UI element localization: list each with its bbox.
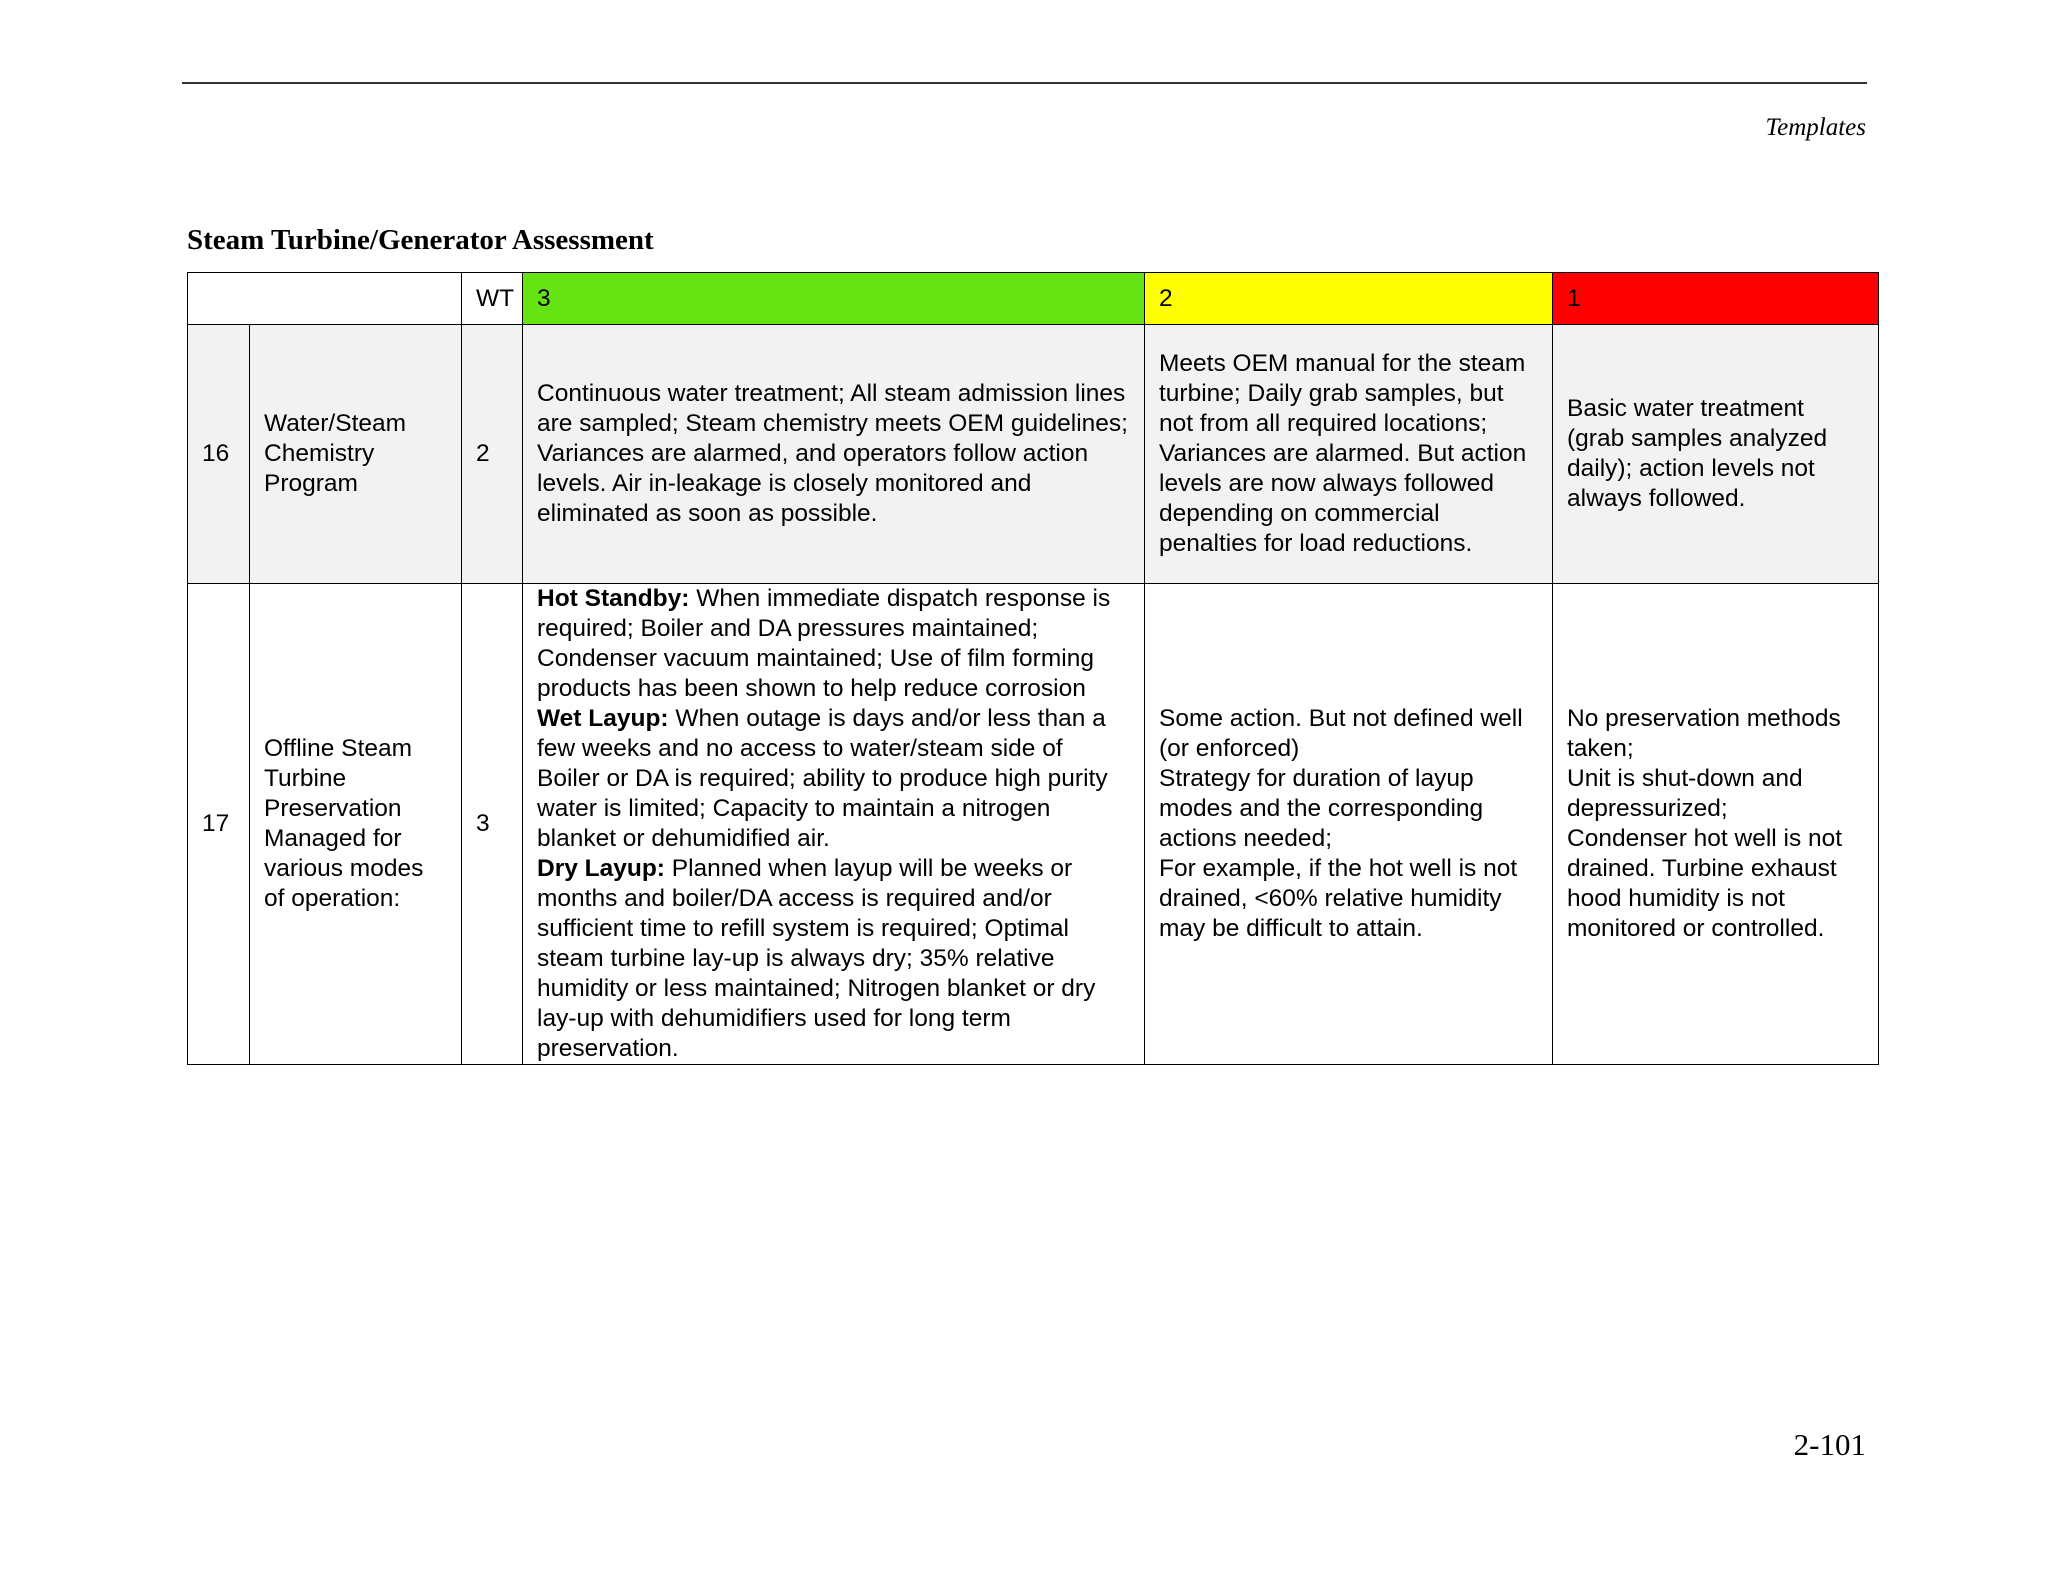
- score-1-line: No preservation methods taken;: [1567, 705, 1841, 762]
- row-score-1: Basic water treatment (grab samples analyzed daily); action levels not always followed.: [1553, 325, 1879, 584]
- score-2-line: For example, if the hot well is not drained, <60% relative humidity may be difficult to attain.: [1159, 855, 1518, 942]
- header-score-1: 1: [1553, 273, 1879, 325]
- row-weight: 3: [462, 584, 523, 1065]
- page-title: Steam Turbine/Generator Assessment: [187, 224, 654, 256]
- header-wt: WT: [462, 273, 523, 325]
- table-row: [188, 325, 1879, 584]
- table-row: [188, 584, 1879, 1065]
- score-1-line: Condenser hot well is not drained. Turbine exhaust hood humidity is not monitored or controlled.: [1567, 825, 1843, 942]
- row-item: Offline Steam Turbine Preservation Managed for various modes of operation:: [250, 584, 462, 1065]
- row-item: Water/Steam Chemistry Program: [250, 325, 462, 584]
- mode-label: Hot Standby:: [537, 585, 690, 612]
- mode-text: When immediate dispatch response is required; Boiler and DA pressures maintained; Condenser vacuum maintained; Use of film forming products has been shown to help reduce corrosion: [537, 585, 1111, 702]
- row-score-3: Continuous water treatment; All steam admission lines are sampled; Steam chemistry meets OEM guidelines; Variances are alarmed, and operators follow action levels. Air in-leakage is closely monitored and eliminated as soon as possible.: [523, 325, 1145, 584]
- header-rule: [182, 82, 1867, 84]
- page-number: 2-101: [1793, 1427, 1866, 1462]
- row-number: 16: [188, 325, 250, 584]
- score-2-line: Some action. But not defined well (or enforced): [1159, 705, 1523, 762]
- score-2-line: Strategy for duration of layup modes and the corresponding actions needed;: [1159, 765, 1484, 852]
- row-score-2: [1145, 584, 1553, 1065]
- header-blank-cell: [188, 273, 462, 325]
- mode-text: When outage is days and/or less than a few weeks and no access to water/steam side of Boiler or DA is required; ability to produce high purity water is limited; Capacity to maintain a nitrogen blanket or dehumidified air.: [537, 705, 1108, 852]
- mode-label: Wet Layup:: [537, 705, 669, 732]
- row-number: 17: [188, 584, 250, 1065]
- row-weight: 2: [462, 325, 523, 584]
- assessment-table: [187, 272, 1879, 1065]
- preservation-mode-dry-layup: [537, 854, 1130, 1064]
- preservation-mode-hot-standby: [537, 584, 1130, 704]
- row-score-2: Meets OEM manual for the steam turbine; Daily grab samples, but not from all required locations; Variances are alarmed. But action levels are now always followed depending on commercial penalties for load reductions.: [1145, 325, 1553, 584]
- mode-text: Planned when layup will be weeks or months and boiler/DA access is required and/or sufficient time to refill system is required; Optimal steam turbine lay-up is always dry; 35% relative humidity or less maintained; Nitrogen blanket or dry lay-up with dehumidifiers used for long term preservation.: [537, 855, 1096, 1062]
- mode-label: Dry Layup:: [537, 855, 665, 882]
- header-row: [188, 273, 1879, 325]
- running-head: Templates: [1765, 114, 1866, 141]
- preservation-mode-wet-layup: [537, 704, 1130, 854]
- score-1-line: Unit is shut-down and depressurized;: [1567, 765, 1803, 822]
- row-score-1: [1553, 584, 1879, 1065]
- header-score-3: 3: [523, 273, 1145, 325]
- header-score-2: 2: [1145, 273, 1553, 325]
- row-score-3: [523, 584, 1145, 1065]
